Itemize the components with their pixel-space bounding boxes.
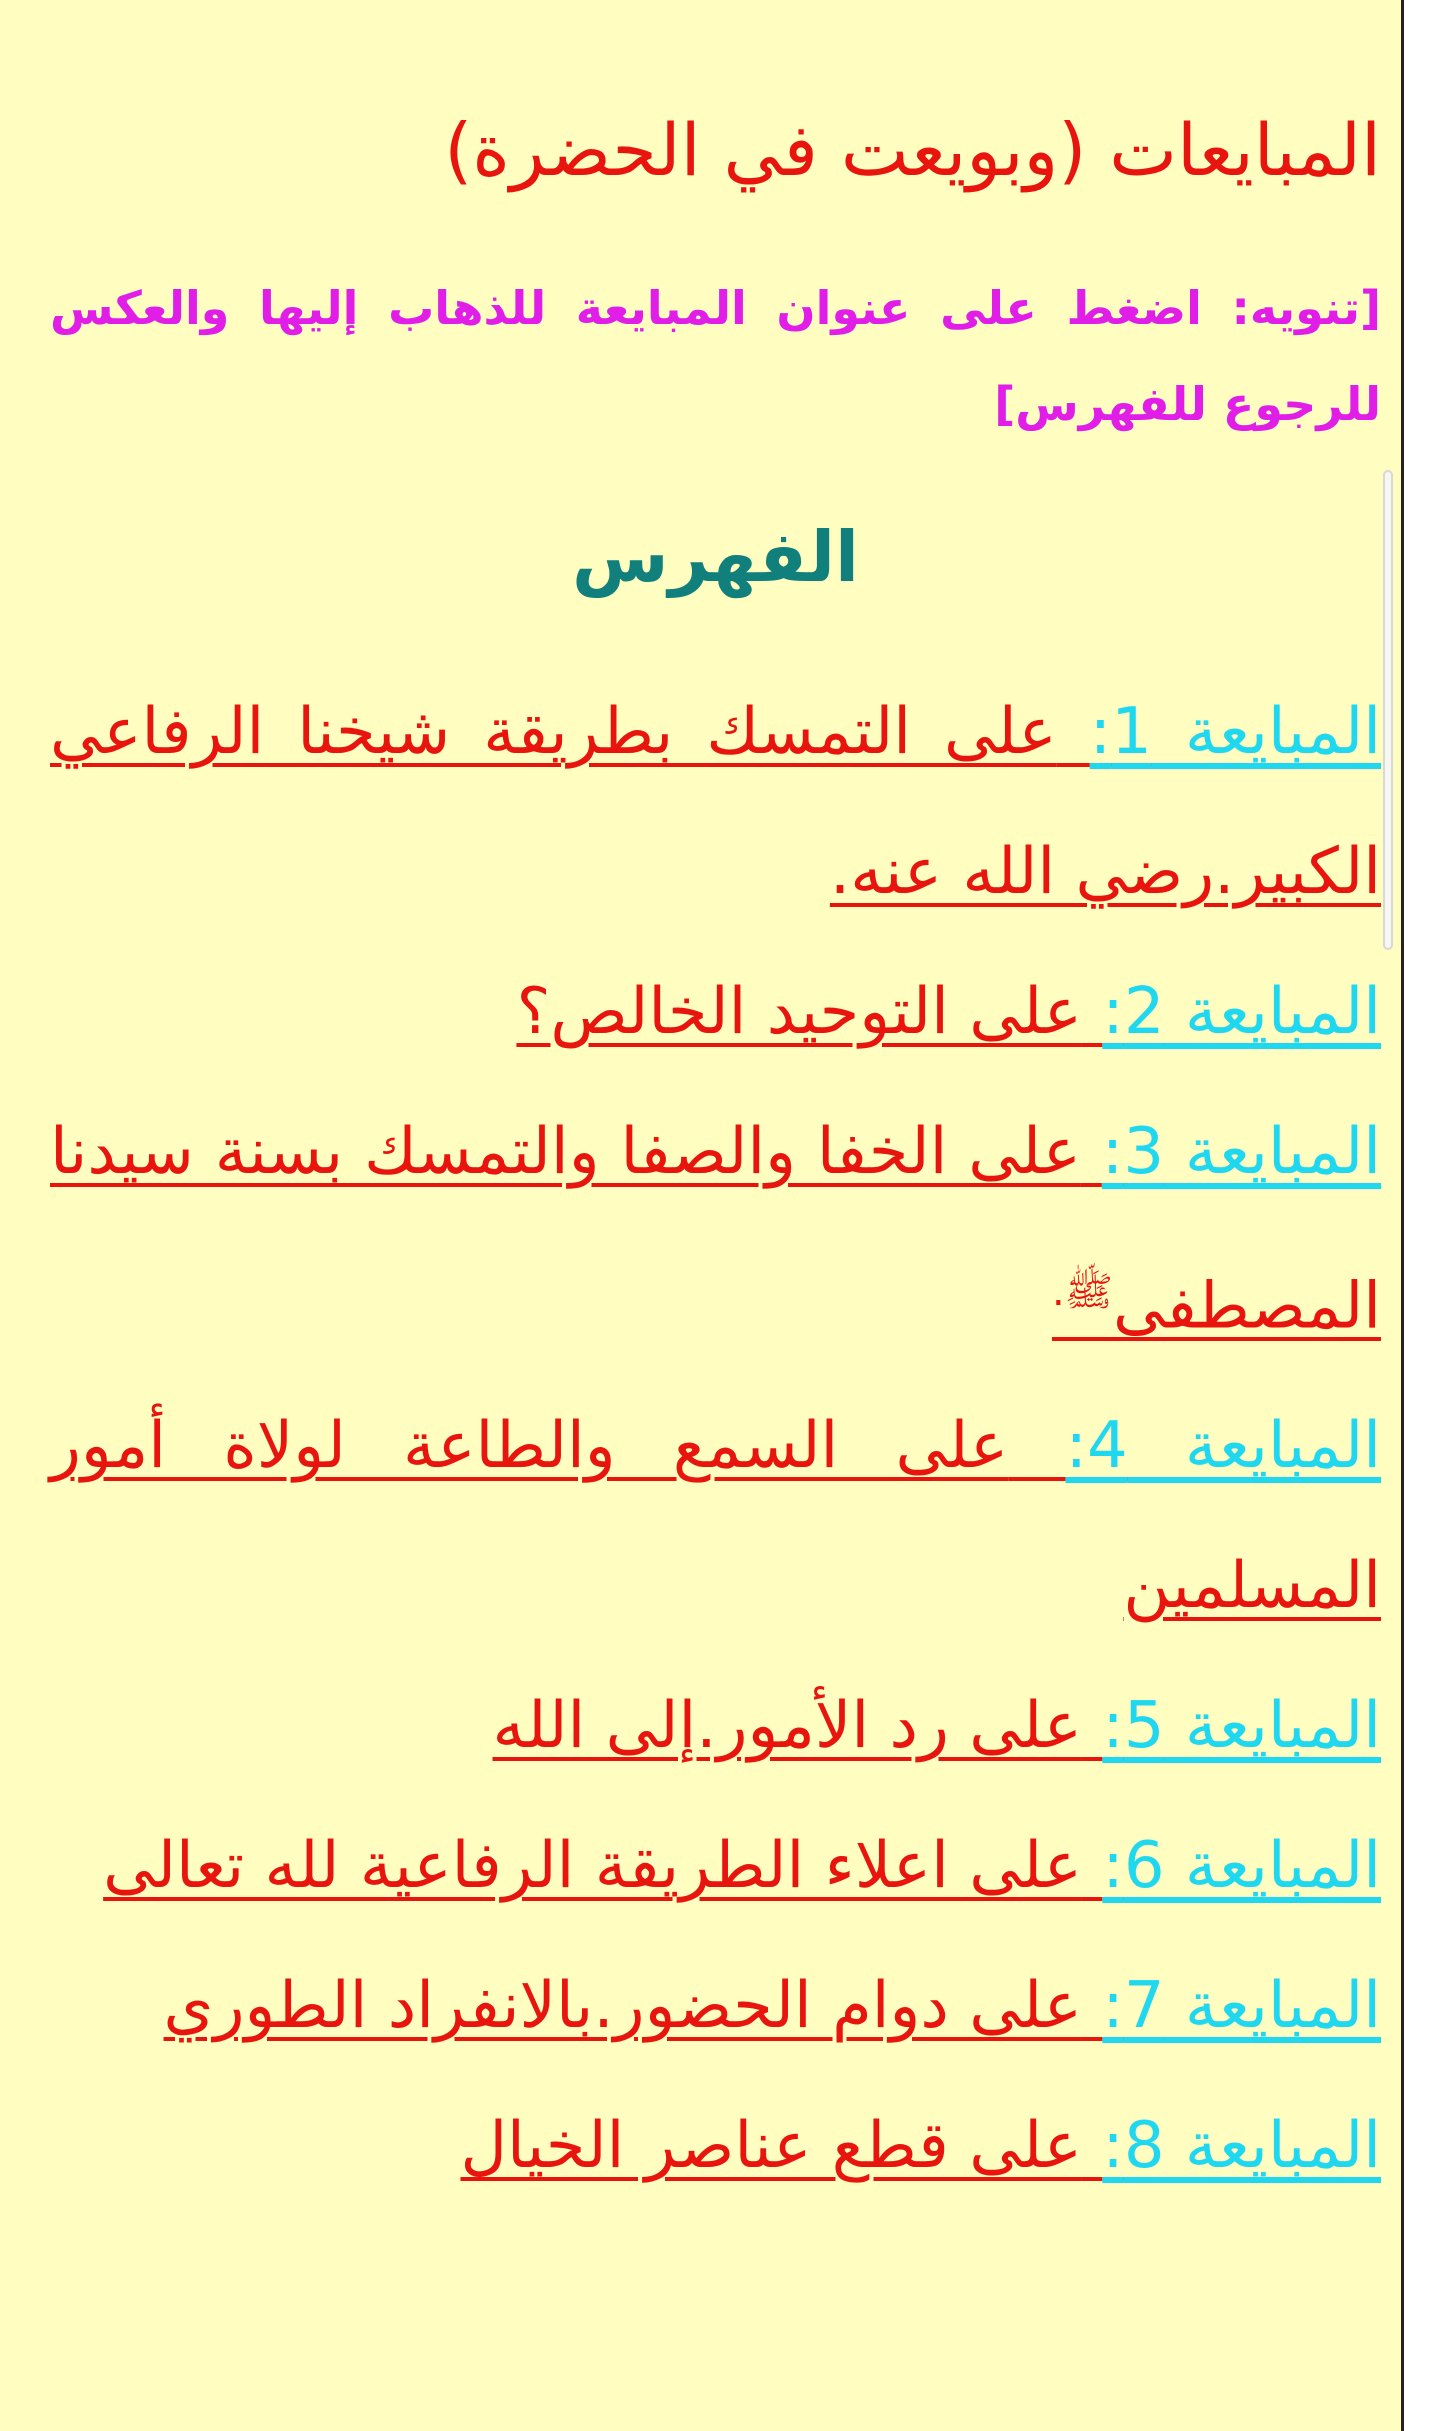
- toc-text: على الخفا والصفا والتمسك بسنة سيدنا المصطفى: [50, 1115, 1381, 1344]
- toc-link-5[interactable]: [50, 1656, 1381, 1796]
- toc-label: المبايعة 7:: [1102, 1969, 1381, 2044]
- toc-link-6[interactable]: [50, 1796, 1381, 1936]
- index-heading: الفهرس: [571, 516, 859, 598]
- toc-label: المبايعة 4:: [1065, 1409, 1382, 1484]
- toc-link-4[interactable]: [50, 1376, 1381, 1656]
- toc-text: على رد الأمور.إلى الله: [492, 1689, 1082, 1764]
- toc-label: المبايعة 8:: [1102, 2109, 1381, 2184]
- toc-link-2[interactable]: [50, 942, 1381, 1082]
- toc-label: المبايعة 5:: [1102, 1689, 1381, 1764]
- toc-text: على دوام الحضور.بالانفراد الطوري: [163, 1969, 1082, 2044]
- page-title: المبايعات (وبويعت في الحضرة): [444, 108, 1381, 192]
- toc-label: المبايعة 3:: [1101, 1115, 1382, 1189]
- salawat-seal-icon: ﷺ.: [1051, 1269, 1113, 1315]
- scroll-indicator[interactable]: [1383, 470, 1393, 950]
- toc-text: على التمسك بطريقة شيخنا الرفاعي الكبير.رضي الله عنه.: [50, 695, 1381, 909]
- toc-link-1[interactable]: [50, 662, 1381, 942]
- toc-text: على اعلاء الطريقة الرفاعية لله تعالى: [103, 1829, 1082, 1904]
- toc-label: المبايعة 6:: [1102, 1829, 1381, 1904]
- toc-label: المبايعة 1:: [1089, 695, 1382, 769]
- toc-link-8[interactable]: [50, 2076, 1381, 2216]
- toc-link-3[interactable]: [50, 1082, 1381, 1376]
- toc-link-7[interactable]: [50, 1936, 1381, 2076]
- table-of-contents: [50, 662, 1381, 2216]
- toc-text: على السمع والطاعة لولاة أمور المسلمين: [50, 1409, 1381, 1624]
- toc-text: على قطع عناصر الخيال: [460, 2109, 1082, 2184]
- toc-text: على التوحيد الخالص؟: [516, 975, 1082, 1049]
- notice-text: [تنويه: اضغط على عنوان المبايعة للذهاب إليها والعكس للرجوع للفهرس]: [50, 281, 1381, 431]
- toc-label: المبايعة 2:: [1102, 975, 1381, 1049]
